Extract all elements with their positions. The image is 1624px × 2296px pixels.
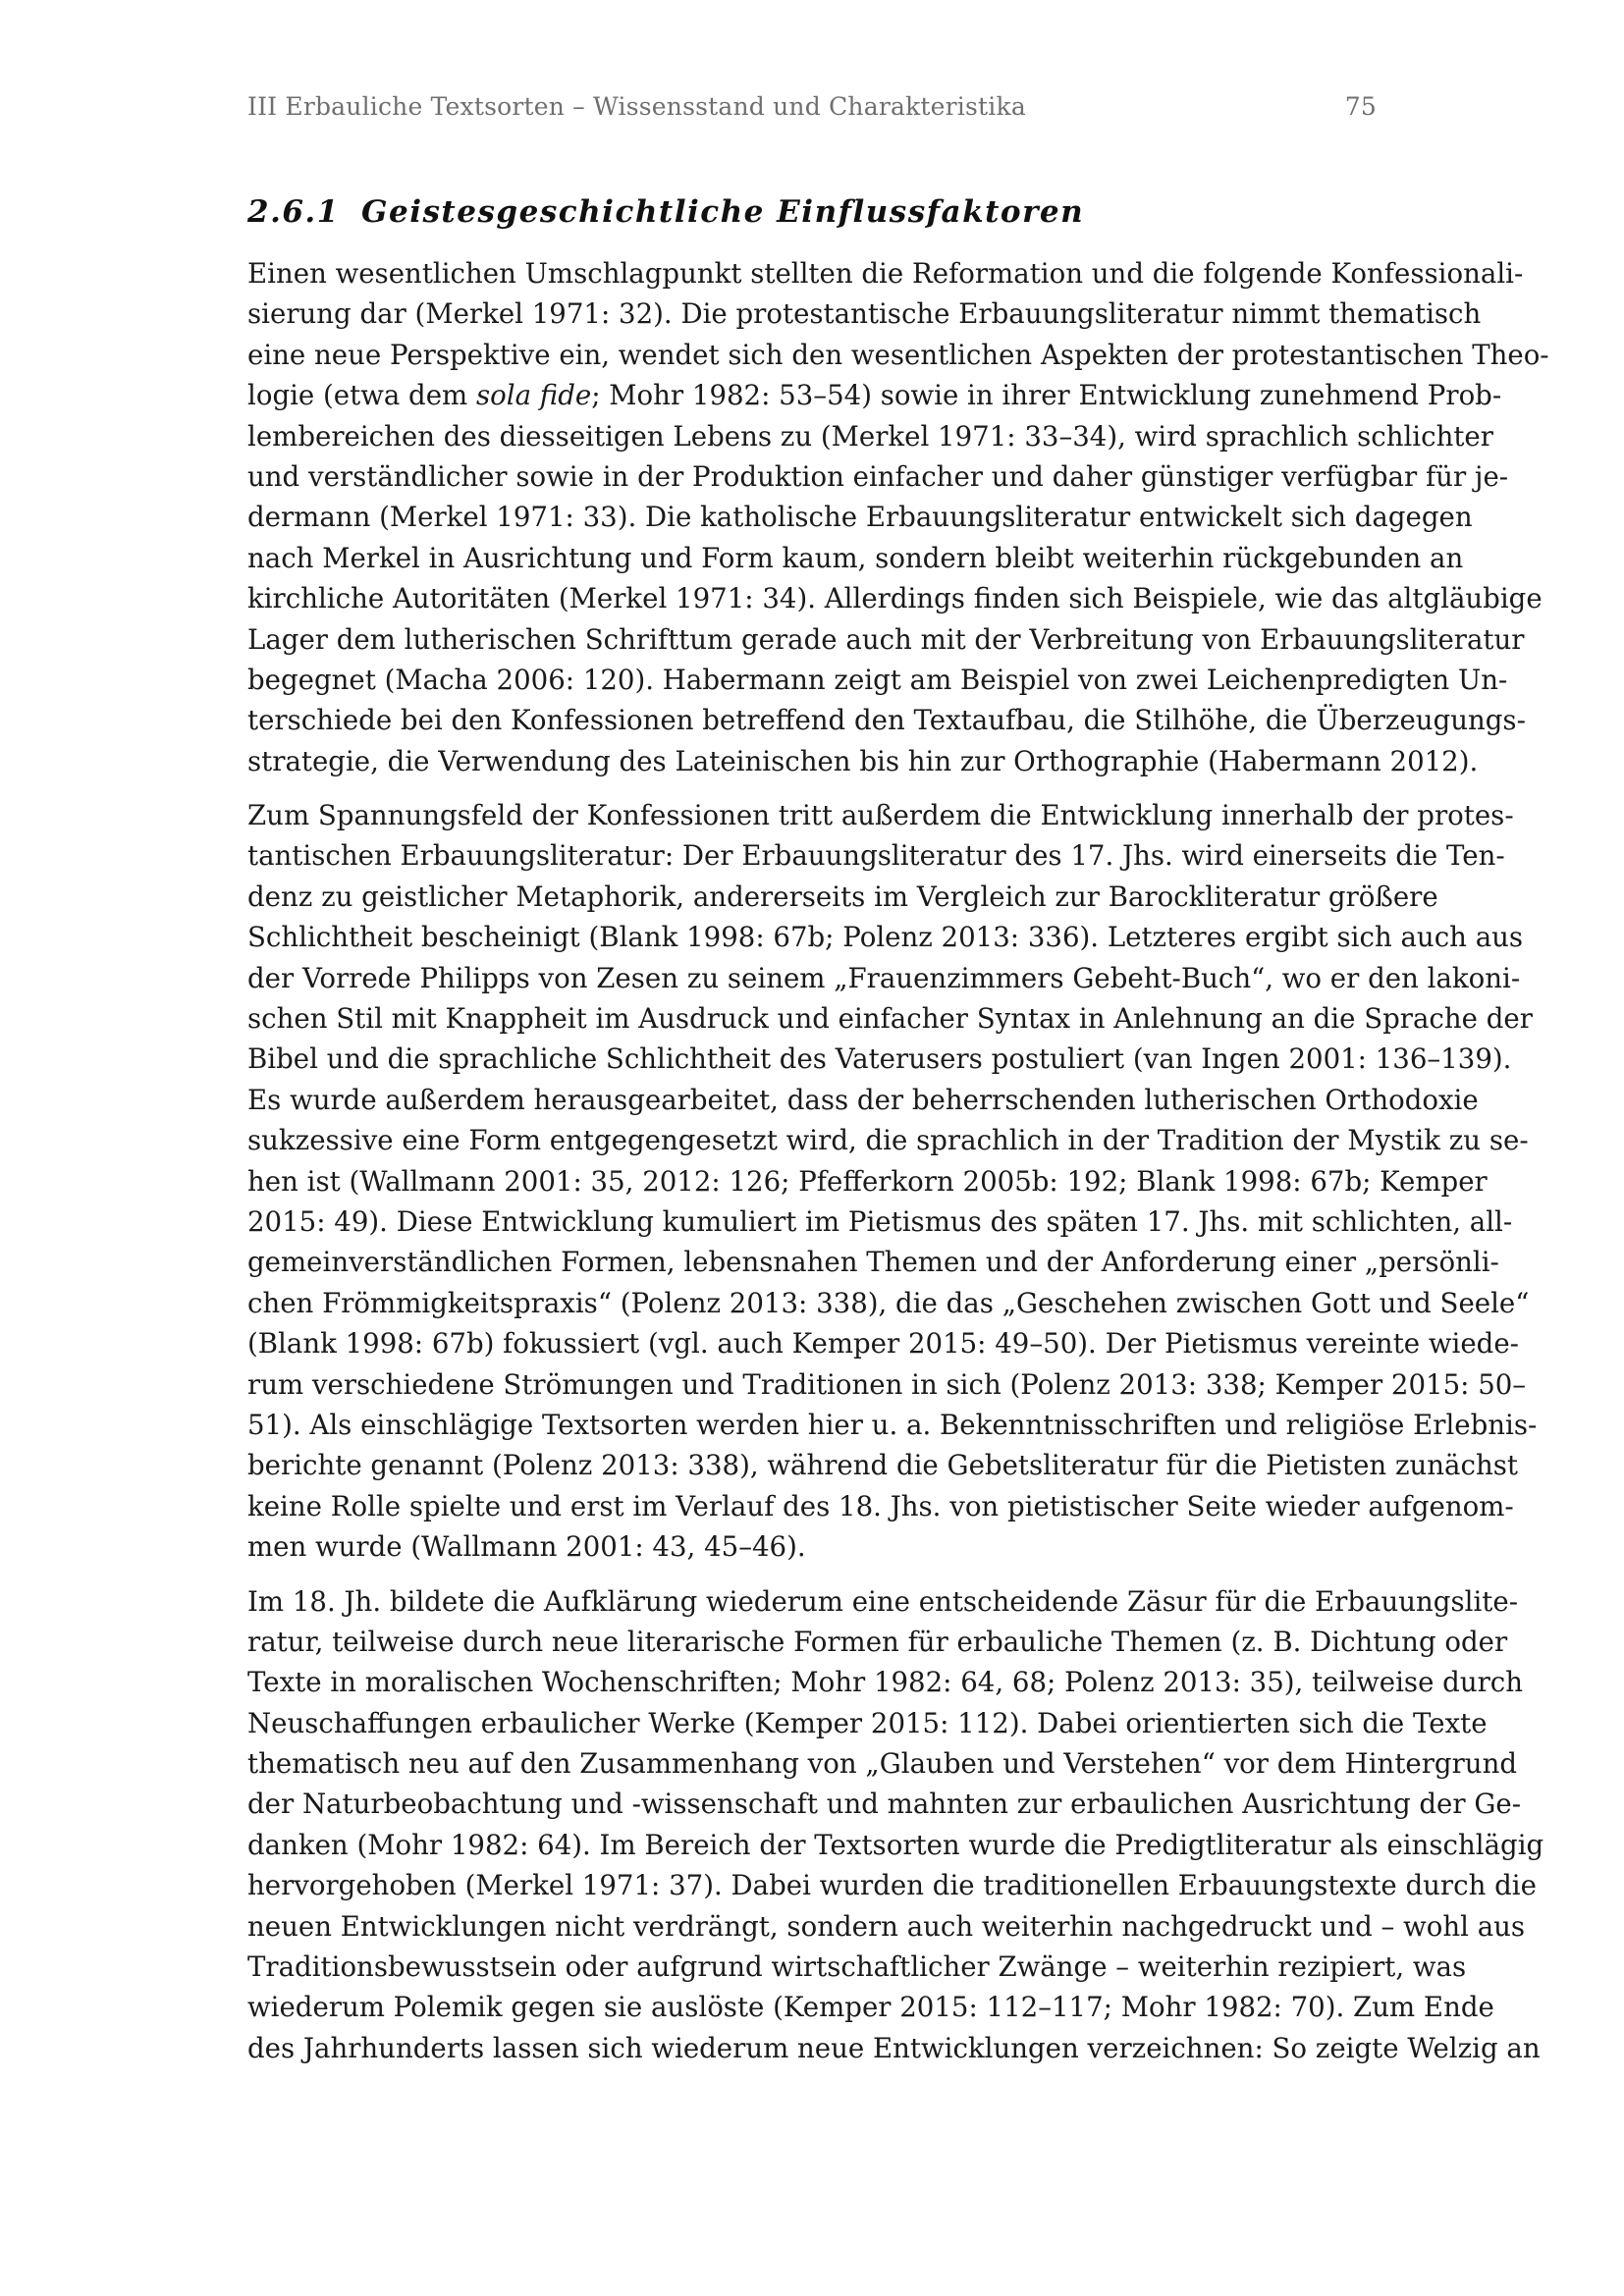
text-line: lembereichen des diesseitigen Lebens zu (Merkel 1971: 33–34), wird sprachlich schlichter bbox=[247, 419, 1493, 453]
text-line: Bibel und die sprachliche Schlichtheit des Vaterusers postuliert (van Ingen 2001: 136–139). bbox=[247, 1042, 1512, 1076]
text-line: hen ist (Wallmann 2001: 35, 2012: 126; Pfefferkorn 2005b: 192; Blank 1998: 67b; Kemper bbox=[247, 1164, 1488, 1198]
text-line: thematisch neu auf den Zusammenhang von „Glauben und Verstehen“ vor dem Hintergrund bbox=[247, 1747, 1517, 1781]
section-number: 2.6.1 bbox=[247, 194, 340, 230]
text-line: wiederum Polemik gegen sie auslöste (Kemper 2015: 112–117; Mohr 1982: 70). Zum Ende bbox=[247, 1991, 1494, 2024]
text-line: kirchliche Autoritäten (Merkel 1971: 34). Allerdings finden sich Beispiele, wie das altgläubige bbox=[247, 582, 1543, 615]
text-line: Es wurde außerdem herausgearbeitet, dass der beherrschenden lutherischen Orthodoxie bbox=[247, 1083, 1479, 1116]
text-line: (Blank 1998: 67b) fokussiert (vgl. auch Kemper 2015: 49–50). Der Pietismus vereinte wiede- bbox=[247, 1327, 1519, 1361]
text-line: neuen Entwicklungen nicht verdrängt, sondern auch weiterhin nachgedruckt und – wohl aus bbox=[247, 1909, 1526, 1943]
text-line: Neuschaffungen erbaulicher Werke (Kemper 2015: 112). Dabei orientierten sich die Texte bbox=[247, 1706, 1488, 1739]
text-line: Texte in moralischen Wochenschriften; Mohr 1982: 64, 68; Polenz 2013: 35), teilweise durch bbox=[247, 1666, 1524, 1699]
text-line: keine Rolle spielte und erst im Verlauf des 18. Jhs. von pietistischer Seite wieder aufgenom- bbox=[247, 1489, 1514, 1522]
text-line: der Vorrede Philipps von Zesen zu seinem „Frauenzimmers Gebeht-Buch“, wo er den lakoni- bbox=[247, 961, 1521, 994]
text-line: Schlichtheit bescheinigt (Blank 1998: 67b; Polenz 2013: 336). Letzteres ergibt sich auch aus bbox=[247, 921, 1524, 954]
text-line: men wurde (Wallmann 2001: 43, 45–46). bbox=[247, 1530, 806, 1564]
text-line: ratur, teilweise durch neue literarische Formen für erbauliche Themen (z. B. Dichtung oder bbox=[247, 1625, 1508, 1658]
text-line: berichte genannt (Polenz 2013: 338), während die Gebetsliteratur für die Pietisten zunächst bbox=[247, 1449, 1518, 1482]
text-line: Traditionsbewusstsein oder aufgrund wirtschaftlicher Zwänge – weiterhin rezipiert, was bbox=[247, 1950, 1467, 1984]
body-text bbox=[247, 253, 1549, 2082]
text-line: begegnet (Macha 2006: 120). Habermann zeigt am Beispiel von zwei Leichenpredigten Un- bbox=[247, 663, 1508, 696]
paragraph bbox=[247, 1581, 1544, 2069]
text-line: 51). Als einschlägige Textsorten werden hier u. a. Bekenntnisschriften und religiöse Erlebnis- bbox=[247, 1408, 1538, 1441]
text-line: gemeinverständlichen Formen, lebensnahen Themen und der Anforderung einer „persönli- bbox=[247, 1246, 1499, 1279]
text-line: sukzessive eine Form entgegengesetzt wird, die sprachlich in der Tradition der Mystik zu se- bbox=[247, 1124, 1529, 1157]
section-title: Geistesgeschichtliche Einflussfaktoren bbox=[361, 194, 1085, 230]
text-line: schen Stil mit Knappheit im Ausdruck und einfacher Syntax in Anlehnung an die Sprache der bbox=[247, 1002, 1533, 1036]
text-line: der Naturbeobachtung und -wissenschaft und mahnten zur erbaulichen Ausrichtung der Ge- bbox=[247, 1788, 1522, 1821]
text-line: rum verschiedene Strömungen und Traditionen in sich (Polenz 2013: 338; Kemper 2015: 50– bbox=[247, 1367, 1527, 1401]
text-line: denz zu geistlicher Metaphorik, andererseits im Vergleich zur Barockliteratur größere bbox=[247, 880, 1438, 913]
text-line: Zum Spannungsfeld der Konfessionen tritt außerdem die Entwicklung innerhalb der protes- bbox=[247, 799, 1514, 832]
text-line: danken (Mohr 1982: 64). Im Bereich der Textsorten wurde die Predigtliteratur als einschlägig bbox=[247, 1828, 1544, 1861]
text-line: des Jahrhunderts lassen sich wiederum neue Entwicklungen verzeichnen: So zeigte Welzig an bbox=[247, 2031, 1541, 2064]
text-line: strategie, die Verwendung des Lateinischen bis hin zur Orthographie (Habermann 2012). bbox=[247, 744, 1479, 777]
text-line: eine neue Perspektive ein, wendet sich den wesentlichen Aspekten der protestantischen Theo- bbox=[247, 338, 1549, 371]
text-line: logie (etwa dem sola fide; Mohr 1982: 53–54) sowie in ihrer Entwicklung zunehmend Prob- bbox=[247, 379, 1502, 412]
running-head bbox=[247, 92, 1377, 121]
text-line: dermann (Merkel 1971: 33). Die katholische Erbauungsliteratur entwickelt sich dagegen bbox=[247, 501, 1473, 534]
text-line: Im 18. Jh. bildete die Aufklärung wiederum eine entscheidende Zäsur für die Erbauungslite- bbox=[247, 1584, 1519, 1618]
text-line: terschiede bei den Konfessionen betreffend den Textaufbau, die Stilhöhe, die Überzeugungs- bbox=[247, 704, 1526, 737]
running-head-title: III Erbauliche Textsorten – Wissensstand und Charakteristika bbox=[247, 92, 1026, 121]
section-heading bbox=[247, 194, 1084, 230]
text-line: nach Merkel in Ausrichtung und Form kaum, sondern bleibt weiterhin rückgebunden an bbox=[247, 541, 1464, 574]
text-line: tantischen Erbauungsliteratur: Der Erbauungsliteratur des 17. Jhs. wird einerseits die Ten- bbox=[247, 839, 1505, 873]
paragraph bbox=[247, 795, 1538, 1567]
text-line: Lager dem lutherischen Schrifttum gerade auch mit der Verbreitung von Erbauungsliteratur bbox=[247, 622, 1525, 656]
text-line: und verständlicher sowie in der Produktion einfacher und daher günstiger verfügbar für je- bbox=[247, 459, 1509, 493]
text-line: 2015: 49). Diese Entwicklung kumuliert im Pietismus des späten 17. Jhs. mit schlichten, all- bbox=[247, 1204, 1513, 1238]
text-line: hervorgehoben (Merkel 1971: 37). Dabei wurden die traditionellen Erbauungstexte durch die bbox=[247, 1869, 1537, 1902]
page-number: 75 bbox=[1344, 92, 1377, 121]
text-line: sierung dar (Merkel 1971: 32). Die protestantische Erbauungsliteratur nimmt thematisch bbox=[247, 297, 1482, 331]
paragraph bbox=[247, 253, 1549, 781]
text-line: Einen wesentlichen Umschlagpunkt stellten die Reformation und die folgende Konfessionali- bbox=[247, 257, 1524, 290]
text-line: chen Frömmigkeitspraxis“ (Polenz 2013: 338), die das „Geschehen zwischen Gott und Seele“ bbox=[247, 1286, 1530, 1319]
